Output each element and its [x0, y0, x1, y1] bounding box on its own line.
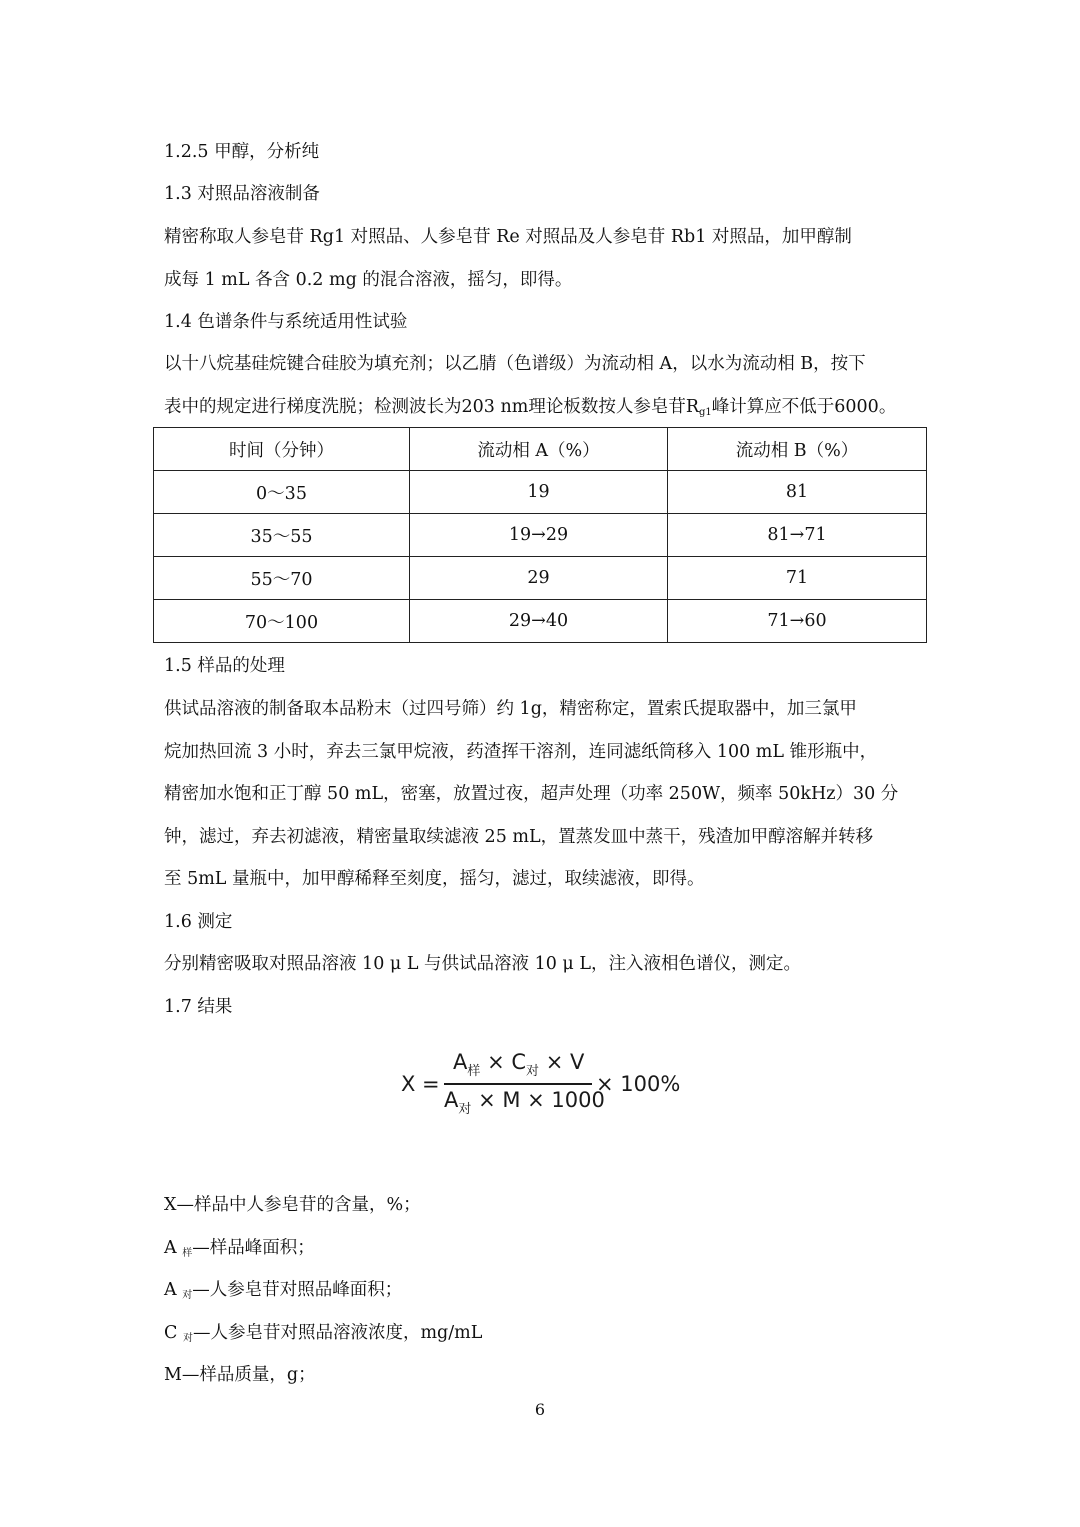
- section-1-5-paragraph-line-2: 烷加热回流 3 小时，弃去三氯甲烷液，药渣挥干溶剂，连同滤纸筒移入 100 mL 锥形瓶中，: [164, 742, 878, 762]
- page-number: 6: [534, 1400, 546, 1419]
- section-1-4-paragraph-line-2: [164, 395, 896, 422]
- section-1-6-heading: 1.6 测定: [164, 912, 233, 932]
- table-header-phase-a: 流动相 A（%）: [410, 428, 668, 471]
- table-cell-phase-a: 29: [410, 557, 668, 600]
- definition-a-sample-text: —样品峰面积；: [192, 1238, 315, 1258]
- formula-tail: × 100%: [596, 1072, 681, 1096]
- table-cell-phase-b: 81: [668, 471, 927, 514]
- formula-numerator: [453, 1050, 585, 1079]
- table-cell-time: 0～35: [154, 471, 410, 514]
- table-header-row: [154, 428, 927, 471]
- table-row: [154, 600, 927, 643]
- table-row: [154, 557, 927, 600]
- section-1-4-line-2-part-a: 表中的规定进行梯度洗脱；检测波长为203 nm理论板数按人参皂苷R: [164, 397, 700, 417]
- definition-c-ref-text: —人参皂苷对照品溶液浓度，mg/mL: [192, 1323, 483, 1343]
- table-cell-time: 55～70: [154, 557, 410, 600]
- definition-a-sample: [164, 1236, 315, 1263]
- table-cell-time: 35～55: [154, 514, 410, 557]
- formula-den-a: A: [444, 1088, 459, 1112]
- section-1-2-5-heading: 1.2.5 甲醇，分析纯: [164, 142, 320, 162]
- definition-x: X—样品中人参皂苷的含量，%；: [164, 1195, 421, 1215]
- gradient-elution-table: [153, 427, 927, 643]
- section-1-5-paragraph-line-1: 供试品溶液的制备取本品粉末（过四号筛）约 1g，精密称定，置索氏提取器中，加三氯甲: [164, 699, 857, 719]
- formula-lhs: X =: [401, 1072, 440, 1096]
- section-1-3-heading: 1.3 对照品溶液制备: [164, 184, 320, 204]
- section-1-5-paragraph-line-4: 钟，滤过，弃去初滤液，精密量取续滤液 25 mL，置蒸发皿中蒸干，残渣加甲醇溶解并转移: [164, 827, 874, 847]
- formula-num-rest: × V: [539, 1050, 585, 1074]
- section-1-6-paragraph-line-1: 分别精密吸取对照品溶液 10 μ L 与供试品溶液 10 μ L，注入液相色谱仪，测定。: [164, 954, 801, 974]
- definition-a-ref-subscript: 对: [182, 1290, 193, 1301]
- formula-fraction-bar: [444, 1083, 592, 1085]
- table-cell-phase-b: 71: [668, 557, 927, 600]
- table-header-time: 时间（分钟）: [154, 428, 410, 471]
- section-1-4-heading: 1.4 色谱条件与系统适用性试验: [164, 312, 408, 332]
- definition-a-sample-subscript: 样: [182, 1248, 193, 1259]
- formula-num-a: A: [453, 1050, 468, 1074]
- formula-num-times-c: × C: [480, 1050, 526, 1074]
- section-1-4-paragraph-line-1: 以十八烷基硅烷键合硅胶为填充剂；以乙腈（色谱级）为流动相 A，以水为流动相 B，按下: [164, 354, 866, 374]
- definition-a-reference: [164, 1278, 402, 1305]
- definition-m: M—样品质量，g；: [164, 1365, 316, 1385]
- table-row: [154, 471, 927, 514]
- formula-num-a-subscript: 样: [467, 1064, 481, 1079]
- definition-a-ref-prefix: A: [164, 1280, 183, 1300]
- rg1-subscript: g1: [699, 407, 712, 418]
- section-1-5-paragraph-line-5: 至 5mL 量瓶中，加甲醇稀释至刻度，摇匀，滤过，取续滤液，即得。: [164, 869, 705, 889]
- formula-denominator: [444, 1088, 605, 1117]
- table-row: [154, 514, 927, 557]
- formula-den-a-subscript: 对: [458, 1102, 472, 1117]
- section-1-3-paragraph-line-1: 精密称取人参皂苷 Rg1 对照品、人参皂苷 Re 对照品及人参皂苷 Rb1 对照品，加甲醇制: [164, 227, 852, 247]
- table-cell-time: 70～100: [154, 600, 410, 643]
- definition-c-ref-prefix: C: [164, 1323, 183, 1343]
- definition-c-reference: [164, 1321, 482, 1348]
- formula-den-rest: × M × 1000: [471, 1088, 605, 1112]
- definition-a-ref-text: —人参皂苷对照品峰面积；: [192, 1280, 403, 1300]
- section-1-7-heading: 1.7 结果: [164, 997, 233, 1017]
- section-1-5-paragraph-line-3: 精密加水饱和正丁醇 50 mL，密塞，放置过夜，超声处理（功率 250W，频率 50kHz）30 分: [164, 784, 899, 804]
- section-1-5-heading: 1.5 样品的处理: [164, 656, 285, 676]
- table-cell-phase-a: 19: [410, 471, 668, 514]
- formula-num-c-subscript: 对: [526, 1064, 540, 1079]
- table-cell-phase-b: 81→71: [668, 514, 927, 557]
- table-cell-phase-b: 71→60: [668, 600, 927, 643]
- definition-c-ref-subscript: 对: [182, 1333, 193, 1344]
- section-1-4-line-2-part-b: 峰计算应不低于6000。: [711, 397, 897, 417]
- section-1-3-paragraph-line-2: 成每 1 mL 各含 0.2 mg 的混合溶液，摇匀，即得。: [164, 270, 573, 290]
- table-cell-phase-a: 29→40: [410, 600, 668, 643]
- content-formula: [398, 1050, 698, 1120]
- definition-a-sample-prefix: A: [164, 1238, 183, 1258]
- table-cell-phase-a: 19→29: [410, 514, 668, 557]
- table-header-phase-b: 流动相 B（%）: [668, 428, 927, 471]
